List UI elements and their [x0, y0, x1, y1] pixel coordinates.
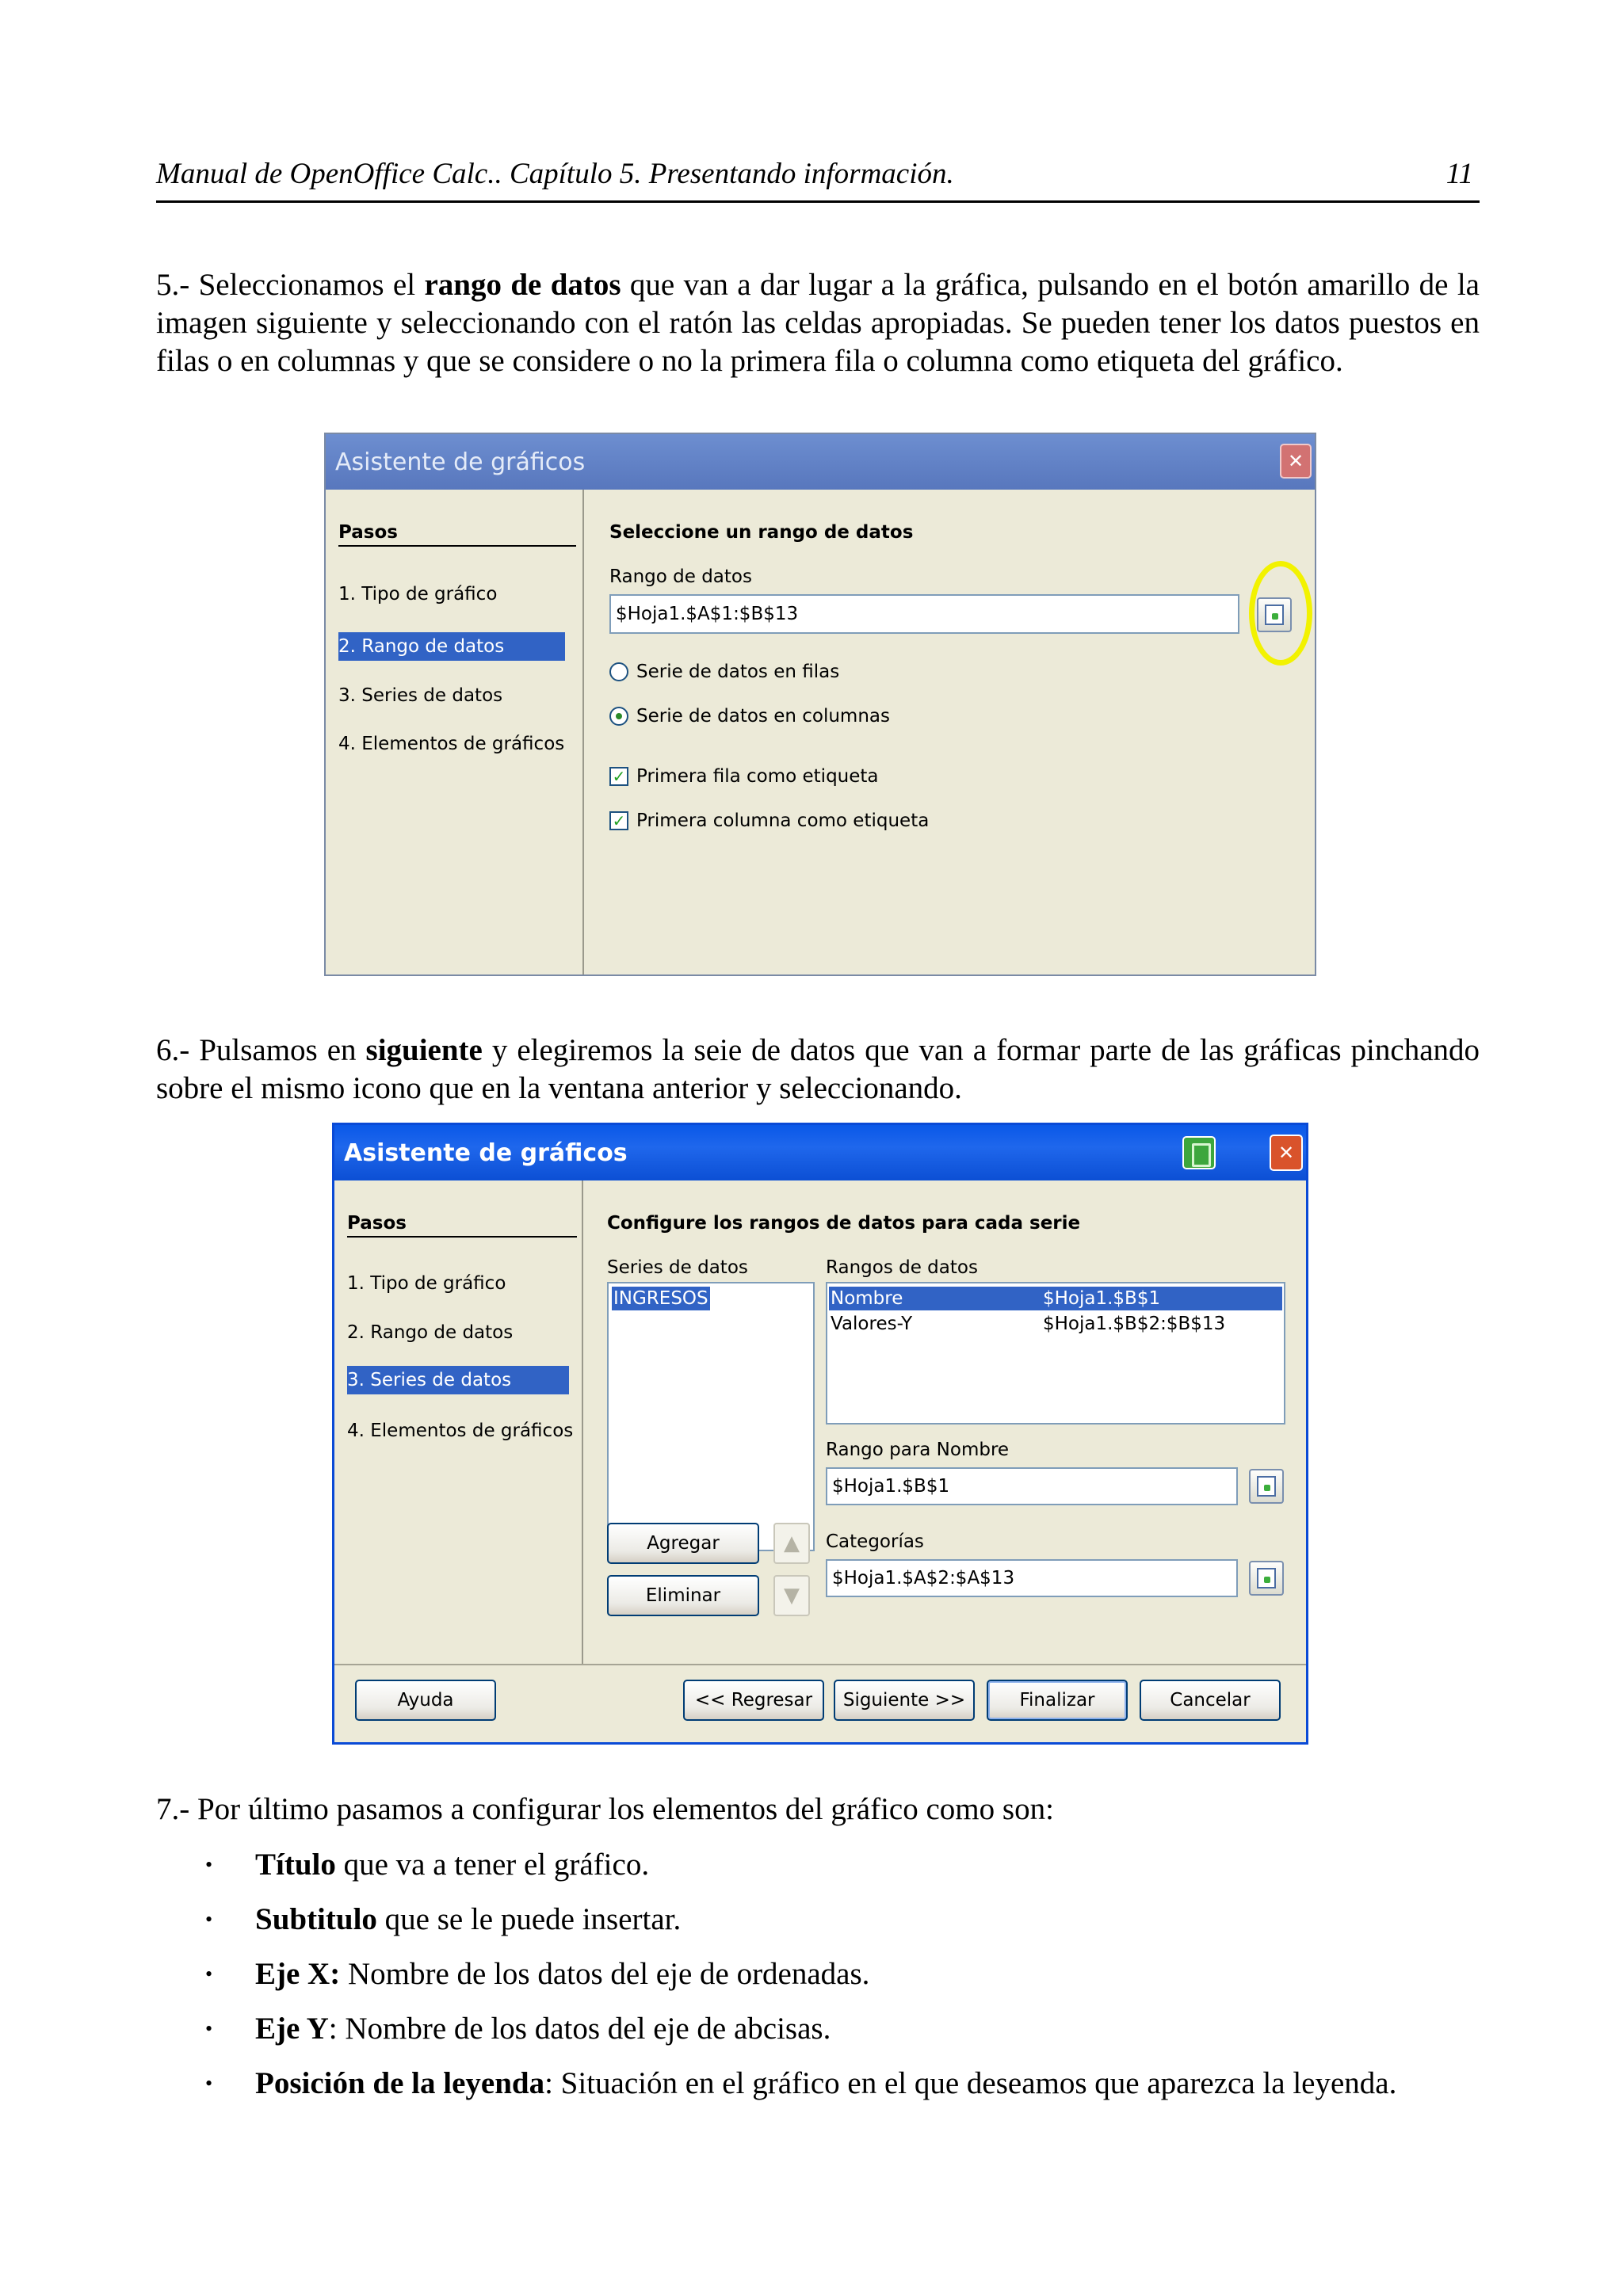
- list-item-text: que va a tener el gráfico.: [335, 1848, 650, 1882]
- arrow-up-icon: ▲: [784, 1531, 800, 1555]
- name-range-label: Rango para Nombre: [826, 1440, 1010, 1460]
- content-panel: [586, 490, 1315, 974]
- range-input[interactable]: $Hoja1.$A$1:$B$13: [609, 594, 1239, 634]
- select-categories-button[interactable]: [1249, 1561, 1284, 1596]
- radio-series-columns[interactable]: [609, 707, 628, 726]
- close-icon: ✕: [1287, 450, 1304, 472]
- radio-series-rows[interactable]: [609, 662, 628, 681]
- steps-panel: [334, 1180, 583, 1664]
- categories-label: Categorías: [826, 1531, 924, 1552]
- categories-input[interactable]: $Hoja1.$A$2:$A$13: [826, 1559, 1238, 1597]
- range-row-value: $Hoja1.$B$2:$B$13: [1043, 1314, 1226, 1334]
- section-title: Seleccione un rango de datos: [609, 522, 914, 543]
- checkmark-icon: ✓: [612, 811, 626, 830]
- checkbox-first-row[interactable]: [609, 767, 628, 786]
- add-series-button[interactable]: Agregar: [607, 1523, 759, 1564]
- list-item-term: Subtitulo: [255, 1902, 377, 1936]
- chart-wizard-dialog-range: [324, 433, 1316, 976]
- close-button[interactable]: [1280, 444, 1312, 479]
- range-row[interactable]: [829, 1287, 1282, 1310]
- step-item-2[interactable]: 2. Rango de datos: [338, 632, 565, 661]
- move-down-button[interactable]: [773, 1575, 810, 1616]
- paragraph-bold-term: rango de datos: [424, 268, 621, 302]
- move-up-button[interactable]: [773, 1523, 810, 1564]
- list-item: [156, 1955, 1503, 2010]
- checkbox-first-column[interactable]: [609, 811, 628, 830]
- paragraph-text: y elegiremos la seie de datos que van a formar parte de las gráficas pinchando sobre el mismo icono que en la ventana anterior y seleccionando.: [156, 1033, 1480, 1105]
- list-item-term: Eje X:: [255, 1957, 341, 1991]
- shrink-icon: [1257, 1476, 1276, 1497]
- list-item: [156, 1846, 1503, 1901]
- range-row-name: Nombre: [831, 1288, 903, 1309]
- list-item: [156, 2065, 1503, 2119]
- range-row-value: $Hoja1.$B$1: [1043, 1288, 1161, 1309]
- yellow-highlight-circle: [1249, 561, 1312, 666]
- dialog-title: Asistente de gráficos: [335, 448, 586, 476]
- save-icon[interactable]: [1182, 1136, 1216, 1169]
- paragraph-text: 5.- Seleccionamos el: [156, 268, 425, 302]
- bullet-icon: •: [205, 2072, 213, 2095]
- steps-panel: [326, 490, 584, 974]
- checkmark-icon: ✓: [612, 767, 626, 786]
- remove-series-button[interactable]: Eliminar: [607, 1575, 759, 1616]
- list-item-term: Eje Y: [255, 2012, 329, 2046]
- paragraph-bold-term: siguiente: [365, 1033, 483, 1067]
- radio-series-rows-label: Serie de datos en filas: [636, 662, 840, 682]
- chart-elements-list: [156, 1846, 1503, 2119]
- step-item-1[interactable]: 1. Tipo de gráfico: [338, 584, 498, 605]
- list-item-text: Nombre de los datos del eje de ordenadas.: [340, 1957, 870, 1991]
- list-item-term: Posición de la leyenda: [255, 2066, 545, 2100]
- page-header: [156, 155, 1480, 203]
- select-name-range-button[interactable]: [1249, 1469, 1284, 1504]
- next-button[interactable]: Siguiente >>: [834, 1680, 975, 1721]
- list-item: [156, 2010, 1503, 2065]
- step-item-3[interactable]: 3. Series de datos: [347, 1366, 569, 1394]
- arrow-down-icon: ▼: [784, 1584, 800, 1608]
- list-item-text: : Nombre de los datos del eje de abcisas.: [328, 2012, 831, 2046]
- content-panel: [585, 1180, 1306, 1664]
- button-separator: [334, 1664, 1306, 1665]
- close-button[interactable]: [1270, 1135, 1303, 1171]
- list-item: [156, 1901, 1503, 1955]
- steps-divider: [338, 545, 576, 547]
- header-title: Manual de OpenOffice Calc.. Capítulo 5. Presentando información.: [156, 158, 954, 190]
- cancel-button[interactable]: Cancelar: [1140, 1680, 1281, 1721]
- help-button[interactable]: Ayuda: [355, 1680, 496, 1721]
- bullet-icon: •: [205, 1962, 213, 1985]
- list-item-text: : Situación en el gráfico en el que deseamos que aparezca la leyenda.: [544, 2066, 1397, 2100]
- step-item-2[interactable]: 2. Rango de datos: [347, 1322, 514, 1343]
- ranges-listbox[interactable]: [826, 1282, 1285, 1425]
- series-item[interactable]: INGRESOS: [613, 1288, 708, 1309]
- section-title: Configure los rangos de datos para cada serie: [607, 1213, 1081, 1234]
- step-item-3[interactable]: 3. Series de datos: [338, 685, 503, 706]
- paragraph-step-5: [156, 266, 1480, 380]
- range-row[interactable]: [829, 1312, 1282, 1336]
- back-button[interactable]: << Regresar: [683, 1680, 824, 1721]
- list-item-term: Título: [255, 1848, 336, 1882]
- range-row-name: Valores-Y: [831, 1314, 913, 1334]
- name-range-input[interactable]: $Hoja1.$B$1: [826, 1467, 1238, 1505]
- finish-button[interactable]: Finalizar: [987, 1680, 1128, 1721]
- series-label: Series de datos: [607, 1257, 748, 1278]
- checkbox-first-row-label: Primera fila como etiqueta: [636, 766, 879, 787]
- step-item-4[interactable]: 4. Elementos de gráficos: [338, 734, 565, 754]
- page-number: 11: [1445, 158, 1473, 190]
- paragraph-step-6: [156, 1032, 1480, 1108]
- bullet-icon: •: [205, 1853, 213, 1876]
- steps-heading: Pasos: [338, 522, 398, 543]
- step-item-4[interactable]: 4. Elementos de gráficos: [347, 1421, 574, 1441]
- shrink-icon: [1257, 1568, 1276, 1589]
- steps-heading: Pasos: [347, 1213, 407, 1234]
- paragraph-text: 6.- Pulsamos en: [156, 1033, 366, 1067]
- range-label: Rango de datos: [609, 566, 752, 587]
- title-bar: [326, 434, 1315, 490]
- dialog-title: Asistente de gráficos: [344, 1138, 628, 1167]
- ranges-label: Rangos de datos: [826, 1257, 978, 1278]
- bullet-icon: •: [205, 1908, 213, 1931]
- step-item-1[interactable]: 1. Tipo de gráfico: [347, 1273, 506, 1294]
- bullet-icon: •: [205, 2017, 213, 2040]
- paragraph-step-7: 7.- Por último pasamos a configurar los elementos del gráfico como son:: [156, 1792, 1054, 1826]
- paragraph-text: que van a dar lugar a la gráfica, pulsando en el botón amarillo de la imagen siguiente y seleccionando con el ratón las celdas apropiadas. Se pueden tener los datos puestos en filas o en columnas y que se considere o no la primera fila o columna como etiqueta del gráfico.: [156, 268, 1480, 378]
- list-item-text: que se le puede insertar.: [376, 1902, 682, 1936]
- close-icon: ✕: [1277, 1142, 1295, 1164]
- chart-wizard-dialog-series: [332, 1123, 1308, 1745]
- steps-divider: [347, 1236, 577, 1238]
- series-listbox[interactable]: [607, 1282, 815, 1551]
- title-bar: [334, 1125, 1306, 1180]
- radio-series-columns-label: Serie de datos en columnas: [636, 706, 890, 727]
- checkbox-first-column-label: Primera columna como etiqueta: [636, 810, 930, 831]
